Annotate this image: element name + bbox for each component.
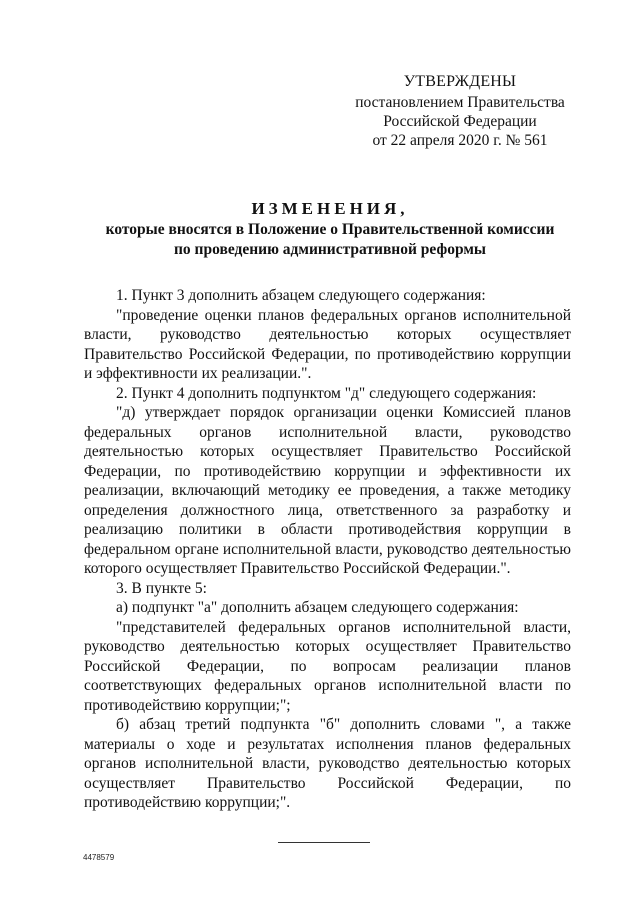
document-title: ИЗМЕНЕНИЯ, bbox=[251, 199, 409, 218]
approval-heading: УТВЕРЖДЕНЫ bbox=[403, 73, 517, 90]
paragraph: "д) утверждает порядок организации оценки Комиссией планов федеральных органов исполнительной власти, руководство деятельностью которых осуществляет Правительство Российской Федерации, по противодействию коррупции и эффективности их реализации, включающий методику ее проведения, а также методику определения должностного лица, ответственного за разработку и реализацию политики в области противодействия коррупции в федеральном органе исполнительной власти, руководство деятельностью которого осуществляет Правительство Российской Федерации.". bbox=[84, 404, 571, 577]
approval-line: Российской Федерации bbox=[383, 113, 537, 130]
approval-date-number: от 22 апреля 2020 г. № 561 bbox=[372, 132, 548, 149]
paragraph: 2. Пункт 4 дополнить подпунктом "д" следующего содержания: bbox=[116, 384, 537, 402]
document-body bbox=[84, 286, 571, 813]
subtitle-line: по проведению административной реформы bbox=[173, 241, 487, 258]
document-number: 4478579 bbox=[83, 853, 115, 862]
paragraph: 3. В пункте 5: bbox=[116, 579, 207, 597]
paragraph: а) подпункт "а" дополнить абзацем следующего содержания: bbox=[116, 599, 519, 616]
subtitle-line: которые вносятся в Положение о Правительственной комиссии bbox=[105, 221, 555, 238]
end-separator-line bbox=[278, 842, 370, 843]
paragraph: б) абзац третий подпункта "б" дополнить словами ", а также материалы о ходе и результатах исполнения планов федеральных органов исполнительной власти, руководство деятельностью которых осуществляет Правительство Российской Федерации, по противодействию коррупции;". bbox=[84, 716, 571, 811]
approval-block bbox=[340, 72, 580, 150]
paragraph: 1. Пункт 3 дополнить абзацем следующего содержания: bbox=[116, 287, 486, 304]
document-subtitle bbox=[60, 220, 600, 260]
paragraph: "проведение оценки планов федеральных органов исполнительной власти, руководство деятельностью которых осуществляет Правительство Российской Федерации, по противодействию коррупции и эффективности их реализации.". bbox=[84, 306, 571, 382]
paragraph: "представителей федеральных органов исполнительной власти, руководство деятельностью которых осуществляет Правительство Российской Федерации, по вопросам реализации планов соответствующих федеральных органов исполнительной власти по противодействию коррупции;"; bbox=[84, 618, 571, 714]
approval-line: постановлением Правительства bbox=[355, 94, 565, 111]
